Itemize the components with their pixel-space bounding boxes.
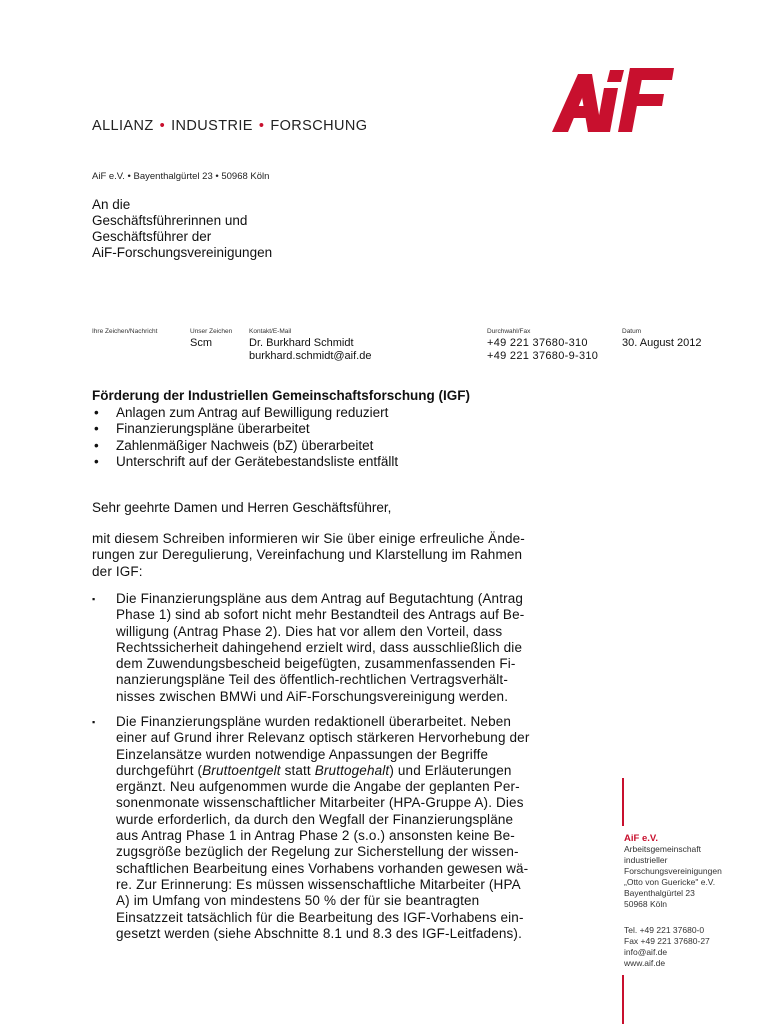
sidebar-rule-top — [622, 778, 624, 826]
contact-name: Dr. Burkhard Schmidt — [249, 337, 354, 349]
phone-value: +49 221 37680-310 — [487, 337, 588, 349]
sidebar-rule-bottom — [622, 975, 624, 1024]
text-line: Einsatzzeit tatsächlich für die Bearbeitung des IGF-Vorhabens ein- — [116, 909, 524, 925]
tagline-separator: • — [159, 118, 166, 134]
org-name: AiF e.V. — [624, 833, 658, 844]
text-line: der IGF: — [92, 563, 143, 579]
text-line: dem Zuwendungsbescheid beigefügten, zusammenfassenden Fi- — [116, 656, 516, 672]
bullet-text — [116, 591, 576, 705]
text-line: Die Finanzierungspläne aus dem Antrag auf Begutachtung (Antrag — [116, 591, 524, 606]
tagline — [92, 118, 367, 134]
italic-term: Bruttogehalt — [314, 762, 390, 778]
text-line: rungen zur Deregulierung, Vereinfachung und Klarstellung im Rahmen — [92, 547, 523, 563]
org-line: industrieller — [624, 855, 668, 865]
italic-term: Bruttoentgelt — [202, 762, 281, 778]
tagline-word: ALLIANZ — [92, 118, 154, 134]
logo-letter-i-dot — [607, 70, 624, 82]
text-span: durchgeführt ( — [116, 762, 203, 778]
text-line: Einzelansätze wurden notwendige Anpassungen der Begriffe — [116, 746, 489, 762]
subject-item: • Finanzierungspläne überarbeitet — [92, 421, 592, 438]
text-line: einer auf Grund ihrer Relevanz optisch stärkeren Hervorhebung der — [116, 730, 530, 746]
your-ref-label: Ihre Zeichen/Nachricht — [92, 328, 158, 335]
tagline-word: FORSCHUNG — [270, 118, 368, 134]
org-info — [624, 833, 722, 910]
org-line: Arbeitsgemeinschaft — [624, 844, 702, 854]
sender-line: AiF e.V. • Bayenthalgürtel 23 • 50968 Köln — [92, 171, 270, 182]
org-line: „Otto von Guericke" e.V. — [624, 877, 716, 887]
subject-item: • Zahlenmäßiger Nachweis (bZ) überarbeitet — [92, 438, 592, 455]
text-line: wurde erforderlich, da durch den Wegfall der Finanzierungspläne — [116, 811, 514, 827]
our-ref-label: Unser Zeichen — [190, 328, 233, 335]
subject-item: • Unterschrift auf der Gerätebestandsliste entfällt — [92, 454, 592, 471]
recipient-line: Geschäftsführerinnen und — [92, 213, 248, 228]
bullet-marker: ▪ — [92, 717, 96, 727]
recipient-address — [92, 197, 272, 261]
org-email[interactable]: info@aif.de — [624, 947, 668, 957]
tagline-word: INDUSTRIE — [171, 118, 253, 134]
org-contact — [624, 925, 710, 969]
contact-block — [249, 337, 371, 362]
contact-email[interactable]: burkhard.schmidt@aif.de — [249, 349, 372, 362]
org-line: 50968 Köln — [624, 899, 668, 909]
text-line: nanzierungspläne Teil des öffentlich-rechtlichen Vertragsverhält- — [116, 672, 508, 688]
text-line: schaftlichen Bearbeitung eines Vorhabens vorhanden gewesen wä- — [116, 860, 529, 876]
recipient-line: AiF-Forschungsvereinigungen — [92, 245, 273, 260]
text-line — [116, 763, 576, 779]
text-line: re. Zur Erinnerung: Es müssen wissenschaftliche Mitarbeiter (HPA — [116, 876, 521, 892]
subject-title: Förderung der Industriellen Gemeinschaftsforschung (IGF) — [92, 388, 471, 403]
logo-letter-a-bar — [566, 106, 596, 118]
text-line: aus Antrag Phase 1 in Antrag Phase 2 (s.o.) ansonsten keine Be- — [116, 828, 515, 844]
subject-item: • Anlagen zum Antrag auf Bewilligung reduziert — [92, 405, 592, 422]
contact-label: Kontakt/E-Mail — [249, 328, 292, 335]
logo-letter-f-top — [628, 68, 674, 80]
our-ref-value: Scm — [190, 337, 212, 349]
subject-list — [92, 405, 592, 471]
logo-letter-f-mid — [624, 94, 664, 106]
text-line: ergänzt. Neu aufgenommen wurde die Angabe der geplanten Per- — [116, 779, 520, 795]
tagline-separator: • — [258, 118, 265, 134]
org-phone: Tel. +49 221 37680-0 — [624, 925, 705, 935]
text-line: A) im Umfang von mindestens 50 % der für sie beantragten — [116, 893, 480, 909]
bullet-text — [116, 714, 576, 942]
org-line: Bayenthalgürtel 23 — [624, 888, 695, 898]
org-line: Forschungsvereinigungen — [624, 866, 722, 876]
text-line: Phase 1) sind ab sofort nicht mehr Bestandteil des Antrags auf Be- — [116, 607, 525, 623]
recipient-line: Geschäftsführer der — [92, 229, 212, 244]
org-fax: Fax +49 221 37680-27 — [624, 936, 710, 946]
subject-block — [92, 388, 592, 471]
aif-logo — [552, 68, 674, 134]
text-line: nisses zwischen BMWi und AiF-Forschungsvereinigung werden. — [116, 688, 509, 704]
logo-letter-i-stem — [596, 88, 618, 132]
text-span: statt — [280, 762, 315, 778]
recipient-line: An die — [92, 197, 131, 212]
text-line: gesetzt werden (siehe Abschnitte 8.1 und 8.3 des IGF-Leitfadens). — [116, 925, 522, 941]
text-line: Rechtssicherheit dahingehend erzielt wird, dass ausschließlich die — [116, 639, 523, 655]
date-value: 30. August 2012 — [622, 337, 702, 349]
date-label: Datum — [622, 328, 642, 335]
org-website[interactable]: www.aif.de — [624, 958, 666, 968]
text-line: zugsgröße bezüglich der Regelung zur Sicherstellung der wissen- — [116, 844, 519, 860]
text-line: Die Finanzierungspläne wurden redaktionell überarbeitet. Neben — [116, 714, 512, 729]
text-line: willigung (Antrag Phase 2). Dies hat vor allem den Vorteil, dass — [116, 623, 503, 639]
phone-label: Durchwahl/Fax — [487, 328, 531, 335]
text-line: sonenmonate wissenschaftlicher Mitarbeiter (HPA-Gruppe A). Dies — [116, 795, 524, 811]
phone-block — [487, 337, 598, 362]
salutation: Sehr geehrte Damen und Herren Geschäftsführer, — [92, 500, 392, 515]
text-line: mit diesem Schreiben informieren wir Sie über einige erfreuliche Ände- — [92, 531, 525, 546]
fax-value: +49 221 37680-9-310 — [487, 349, 599, 362]
intro-paragraph — [92, 531, 582, 580]
text-span: ) und Erläuterungen — [389, 762, 512, 778]
bullet-marker: ▪ — [92, 594, 96, 604]
